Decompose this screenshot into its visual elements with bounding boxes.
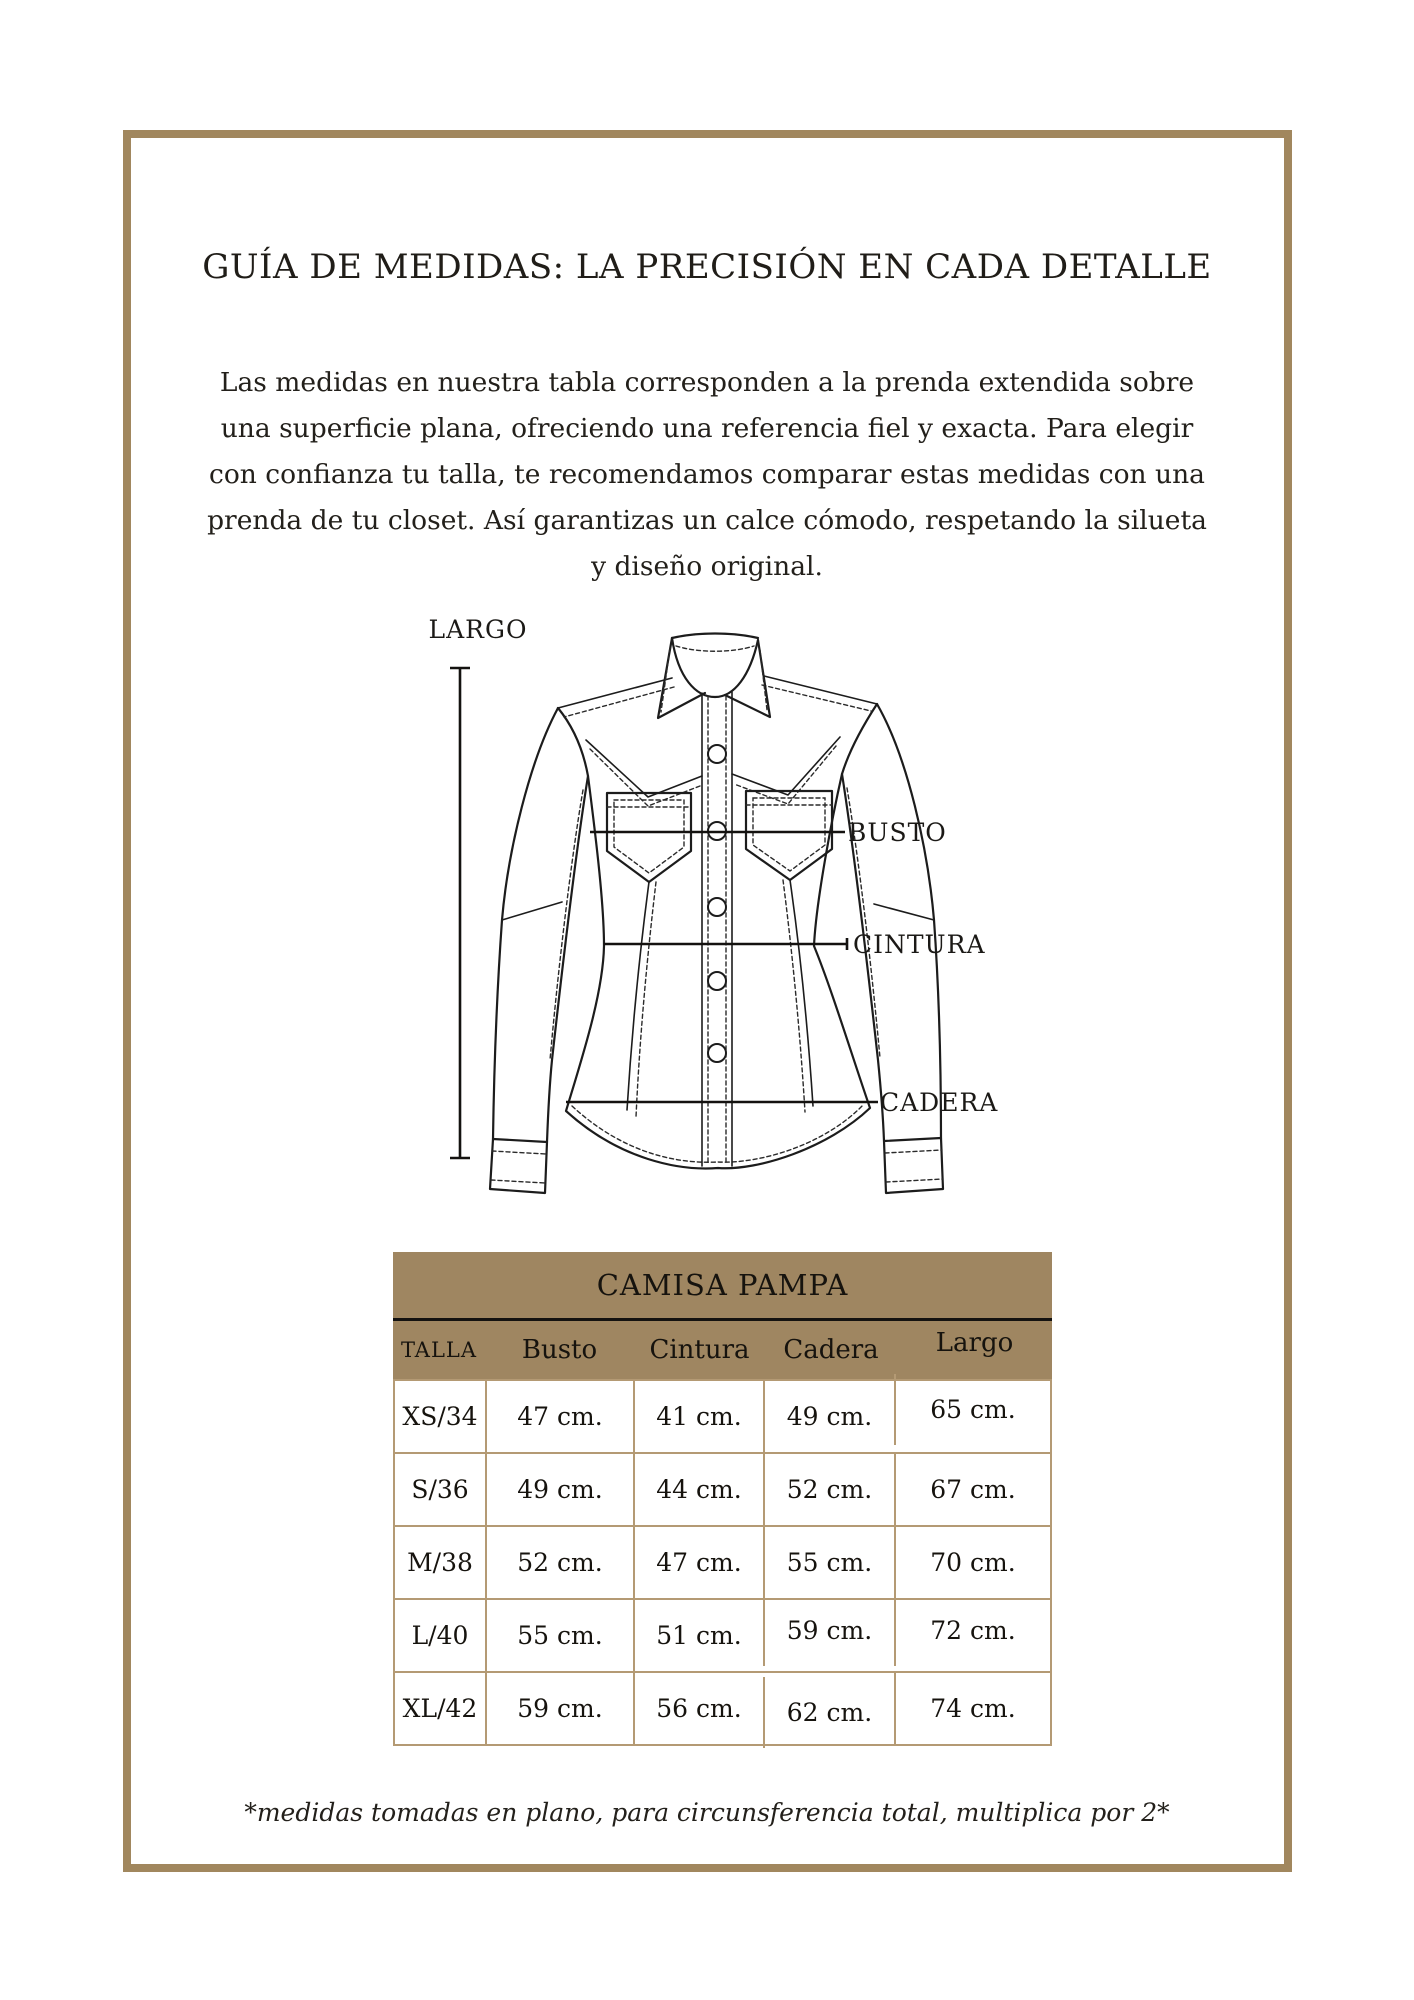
column-header-cintura: Cintura (649, 1335, 750, 1365)
table-row (395, 1452, 1050, 1525)
cell-cadera: 55 cm. (763, 1527, 894, 1598)
cintura-label: CINTURA (853, 930, 986, 959)
largo-label: LARGO (428, 615, 528, 644)
measurement-cadera (566, 1088, 998, 1117)
shirt-buttons (708, 745, 726, 1062)
cell-cadera: 59 cm. (763, 1595, 894, 1666)
intro-line: prenda de tu closet. Así garantizas un calce cómodo, respetando la silueta (207, 505, 1207, 536)
measurement-cintura (604, 930, 986, 959)
intro-line: una superficie plana, ofreciendo una referencia fiel y exacta. Para elegir (220, 413, 1194, 444)
footnote: *medidas tomadas en plano, para circunsferencia total, multiplica por 2* (244, 1798, 1170, 1827)
cell-largo: 65 cm. (894, 1374, 1050, 1445)
cell-cintura: 44 cm. (633, 1454, 763, 1525)
shirt-pocket-right (746, 791, 832, 880)
column-header-busto: Busto (521, 1335, 598, 1365)
cell-cintura: 47 cm. (633, 1527, 763, 1598)
intro-line: con confianza tu talla, te recomendamos comparar estas medidas con una (209, 459, 1205, 490)
cell-busto: 59 cm. (485, 1673, 633, 1744)
shirt-sleeve-left (490, 708, 588, 1193)
cell-busto: 49 cm. (485, 1454, 633, 1525)
cell-largo: 72 cm. (894, 1595, 1050, 1666)
cell-talla: S/36 (411, 1475, 469, 1504)
size-table-header (393, 1321, 1052, 1379)
garment-diagram (380, 590, 1000, 1210)
cadera-label: CADERA (880, 1088, 999, 1117)
column-header-talla: TALLA (400, 1338, 478, 1362)
shirt-pocket-left (607, 793, 691, 882)
cell-talla: XL/42 (402, 1694, 478, 1723)
table-row (395, 1525, 1050, 1598)
cell-talla: M/38 (407, 1548, 473, 1577)
size-table (393, 1252, 1052, 1746)
cell-talla: L/40 (411, 1621, 469, 1650)
cell-largo: 67 cm. (894, 1454, 1050, 1525)
table-row (395, 1598, 1050, 1671)
size-table-body (393, 1379, 1052, 1746)
cell-cintura: 51 cm. (633, 1600, 763, 1671)
shirt-illustration (380, 590, 1000, 1210)
cell-busto: 55 cm. (485, 1600, 633, 1671)
column-header-cadera: Cadera (783, 1335, 879, 1365)
intro-line: y diseño original. (591, 551, 823, 582)
column-header-largo: Largo (935, 1328, 1014, 1358)
cell-talla: XS/34 (402, 1402, 478, 1431)
table-row (395, 1671, 1050, 1744)
busto-label: BUSTO (848, 818, 947, 847)
cell-cintura: 56 cm. (633, 1673, 763, 1744)
cell-busto: 47 cm. (485, 1381, 633, 1452)
cell-cadera: 52 cm. (763, 1454, 894, 1525)
cell-largo: 74 cm. (894, 1673, 1050, 1744)
page-title: GUÍA DE MEDIDAS: LA PRECISIÓN EN CADA DETALLE (202, 247, 1212, 287)
cell-cadera: 62 cm. (763, 1677, 894, 1748)
table-row (395, 1381, 1050, 1452)
cell-cadera: 49 cm. (763, 1381, 894, 1452)
intro-paragraph (0, 360, 1414, 590)
measurement-largo (429, 615, 528, 1158)
size-table-title: CAMISA PAMPA (393, 1252, 1052, 1321)
cell-largo: 70 cm. (894, 1527, 1050, 1598)
measurement-busto (590, 818, 947, 847)
cell-cintura: 41 cm. (633, 1381, 763, 1452)
cell-busto: 52 cm. (485, 1527, 633, 1598)
shirt-collar (658, 634, 770, 719)
intro-line: Las medidas en nuestra tabla corresponden a la prenda extendida sobre (219, 367, 1195, 398)
